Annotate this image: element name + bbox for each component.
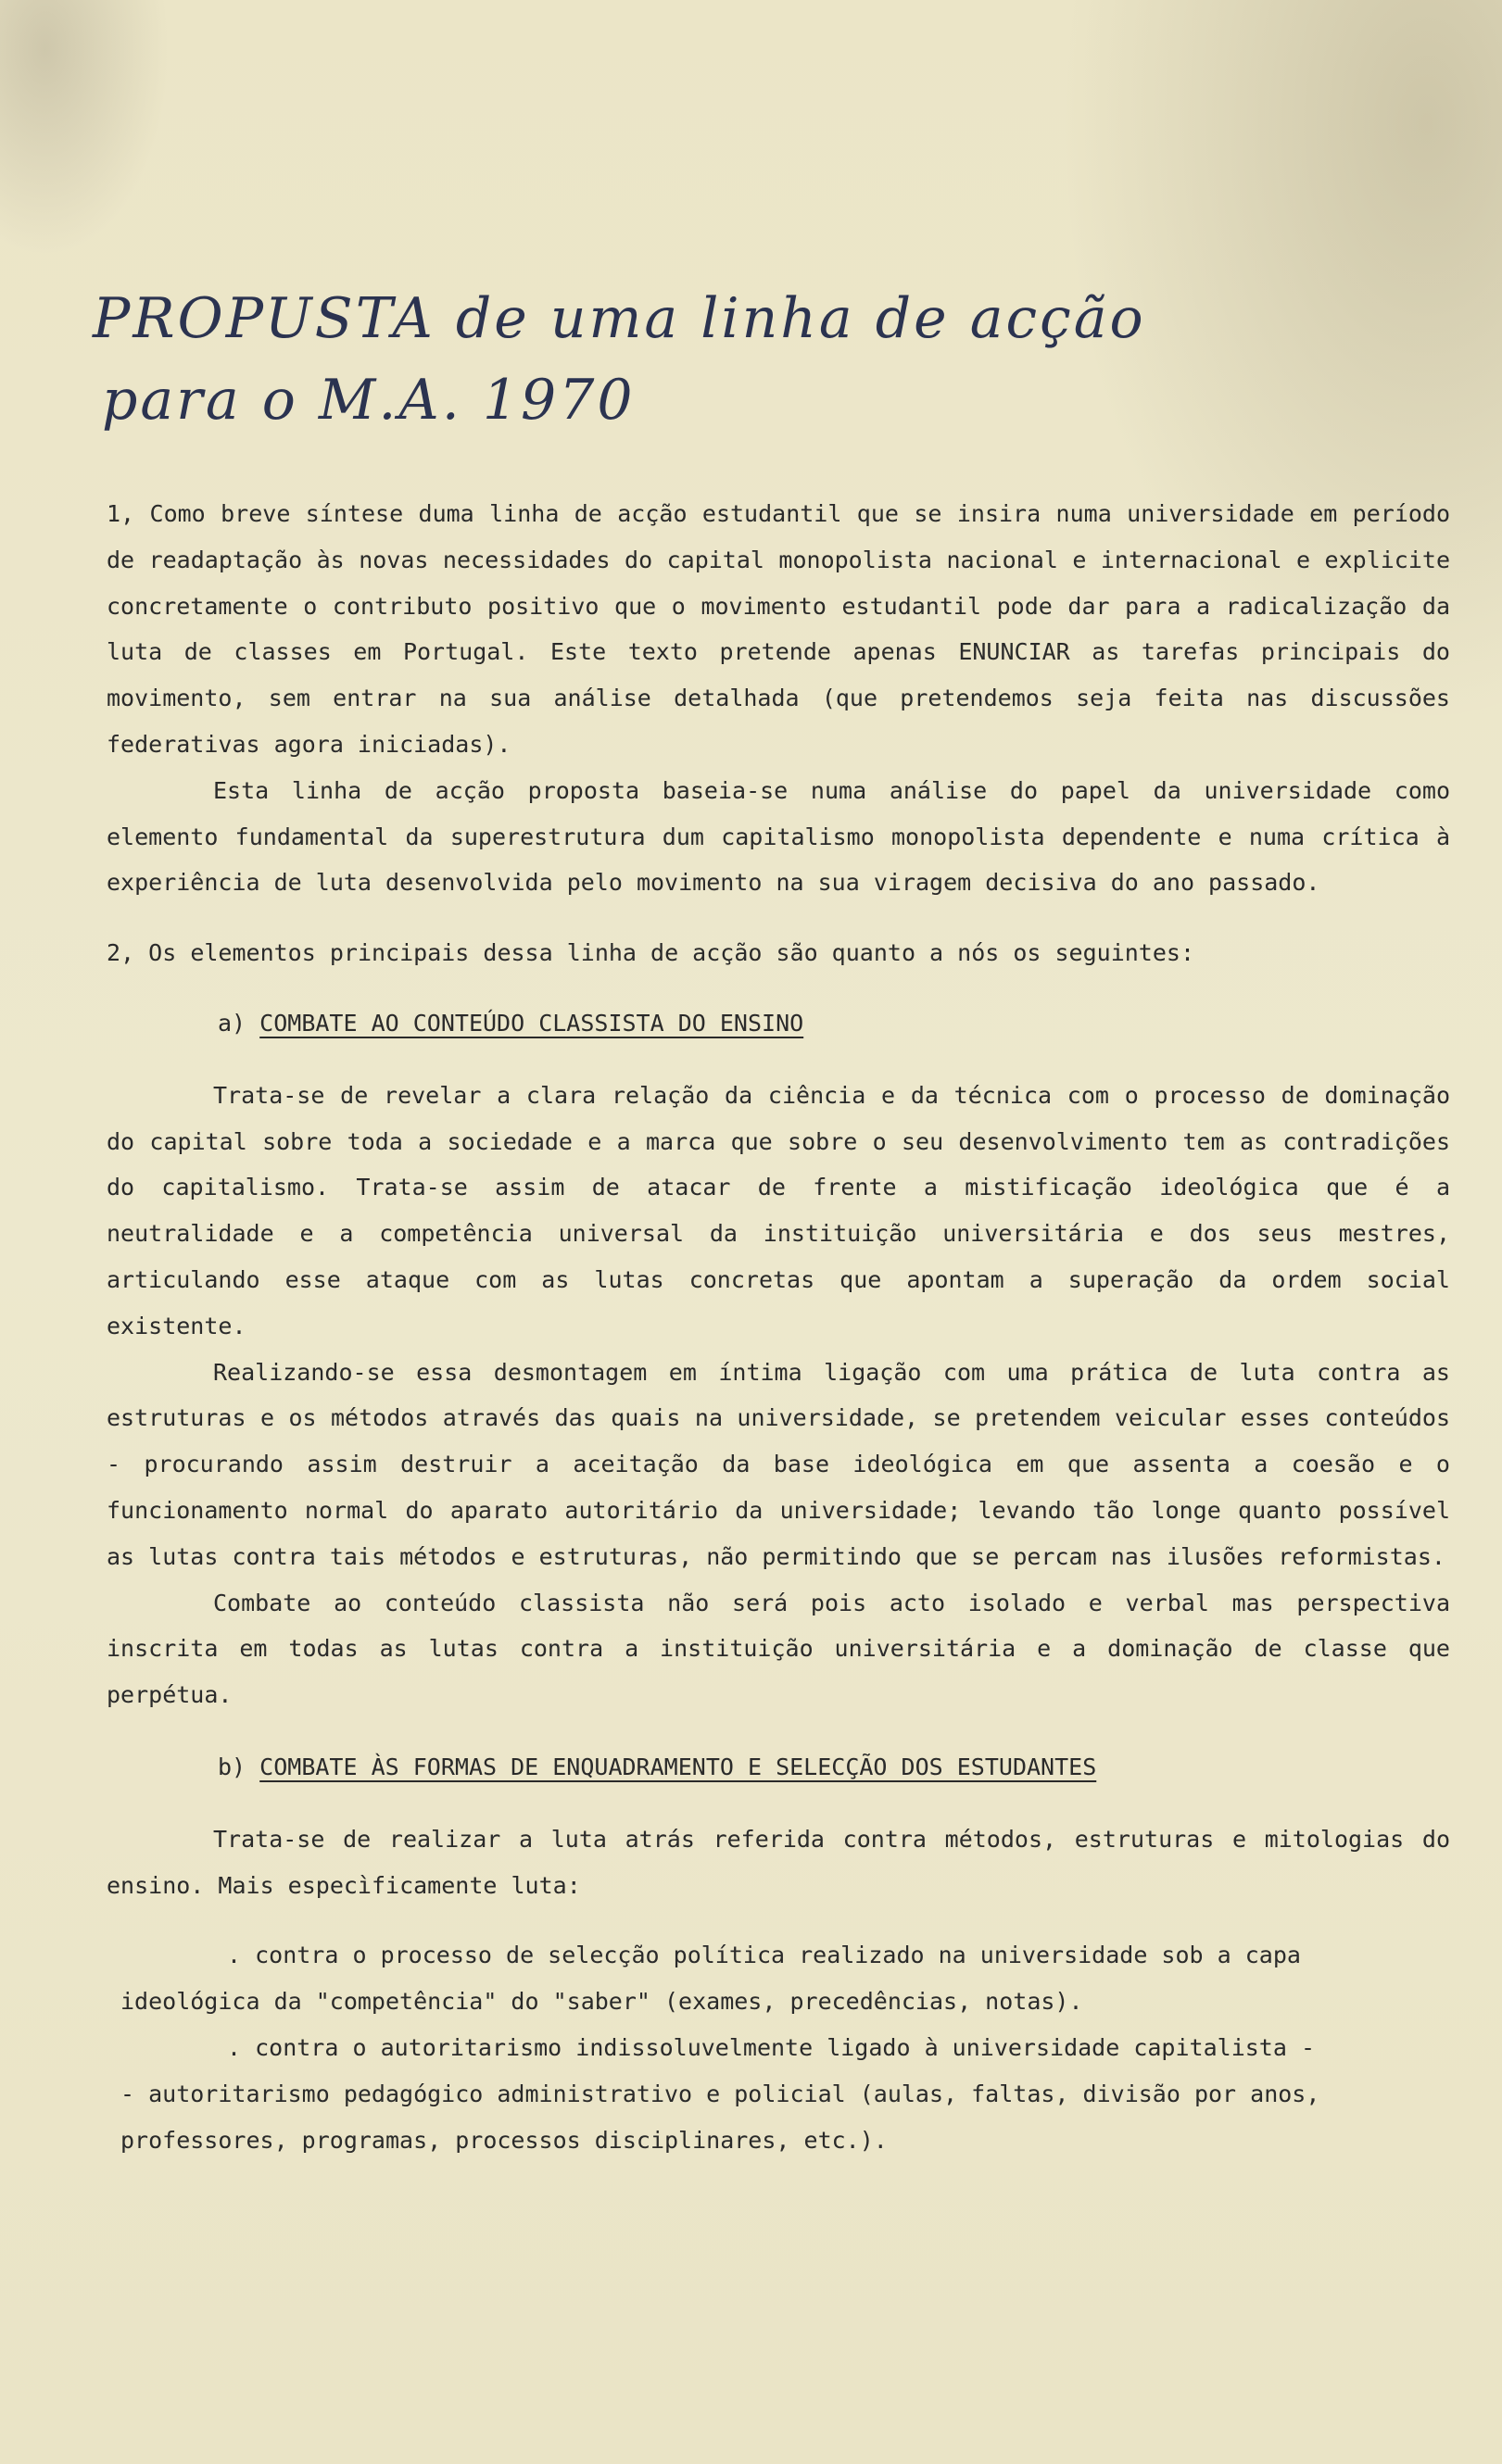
section-2-intro: [107, 930, 1450, 976]
section-a-paragraph-1: Trata-se de revelar a clara relação da ciência e da técnica com o processo de dominação do capital sobre toda a sociedade e a marca que sobre o seu desenvolvimento tem as contradições do capitalismo. Trata-se assim de atacar de frente a mistificação ideológica que é a neutralidade e a competência universal da instituição universitária e dos seus mestres, articulando esse ataque com as lutas concretas que apontam a superação da ordem social existente.: [107, 1081, 1450, 1339]
document-body: [107, 491, 1450, 2163]
section-b-bullet-2-continued: - autoritarismo pedagógico administrativo e policial (aulas, faltas, divisão por anos, professores, programas, processos disciplinares, etc.).: [120, 2080, 1320, 2154]
heading-a: [107, 1000, 1450, 1047]
section-b-bullet-1: . contra o processo de selecção política realizado na universidade sob a capa: [227, 1942, 1301, 1969]
handwritten-title: [93, 278, 1297, 441]
heading-a-label: a): [218, 1009, 246, 1037]
section-b-bullet-1-continued: ideológica da "competência" do "saber" (exames, precedências, notas).: [120, 1988, 1083, 2016]
section-b-paragraph-1: Trata-se de realizar a luta atrás referida contra métodos, estruturas e mitologias do ensino. Mais especìficamente luta:: [107, 1825, 1450, 1899]
section-b-bullet-2: . contra o autoritarismo indissoluvelmente ligado à universidade capitalista -: [227, 2033, 1315, 2061]
section-1-number: 1,: [107, 500, 135, 527]
heading-a-text: COMBATE AO CONTEÚDO CLASSISTA DO ENSINO: [259, 1009, 804, 1037]
section-2-intro-text: Os elementos principais dessa linha de acção são quanto a nós os seguintes:: [148, 939, 1195, 967]
heading-b-label: b): [218, 1753, 246, 1780]
section-1-paragraph-2: Esta linha de acção proposta baseia-se numa análise do papel da universidade como elemento fundamental da superestrutura dum capitalismo monopolista dependente e numa crítica à experiência de luta desenvolvida pelo movimento na sua viragem decisiva do ano passado.: [107, 776, 1450, 897]
section-1-paragraph-1: [107, 491, 1450, 768]
title-line-2: para o M.A. 1970: [102, 368, 636, 433]
section-a-paragraph-2: Realizando-se essa desmontagem em íntima ligação com uma prática de luta contra as estruturas e os métodos através das quais na universidade, se pretendem veicular esses conteúdos - procurando assim destruir a aceitação da base ideológica em que assenta a coesão e o funcionamento normal do aparato autoritário da universidade; levando tão longe quanto possível as lutas contra tais métodos e estruturas, não permitindo que se percam nas ilusões reformistas.: [107, 1358, 1450, 1570]
heading-b-text: COMBATE ÀS FORMAS DE ENQUADRAMENTO E SELECÇÃO DOS ESTUDANTES: [259, 1753, 1097, 1780]
title-line-1: PROPUSTA de uma linha de acção: [93, 286, 1146, 351]
section-2-number: 2,: [107, 939, 135, 967]
section-a-paragraph-3: Combate ao conteúdo classista não será pois acto isolado e verbal mas perspectiva inscrita em todas as lutas contra a instituição universitária e a dominação de classe que perpétua.: [107, 1589, 1450, 1709]
heading-b: [107, 1744, 1450, 1791]
section-1-text: Como breve síntese duma linha de acção estudantil que se insira numa universidade em período de readaptação às novas necessidades do capital monopolista nacional e internacional e explicite concretamente o contributo positivo que o movimento estudantil pode dar para a radicalização da luta de classes em Portugal. Este texto pretende apenas ENUNCIAR as tarefas principais do movimento, sem entrar na sua análise detalhada (que pretendemos seja feita nas discussões federativas agora iniciadas).: [107, 500, 1451, 758]
